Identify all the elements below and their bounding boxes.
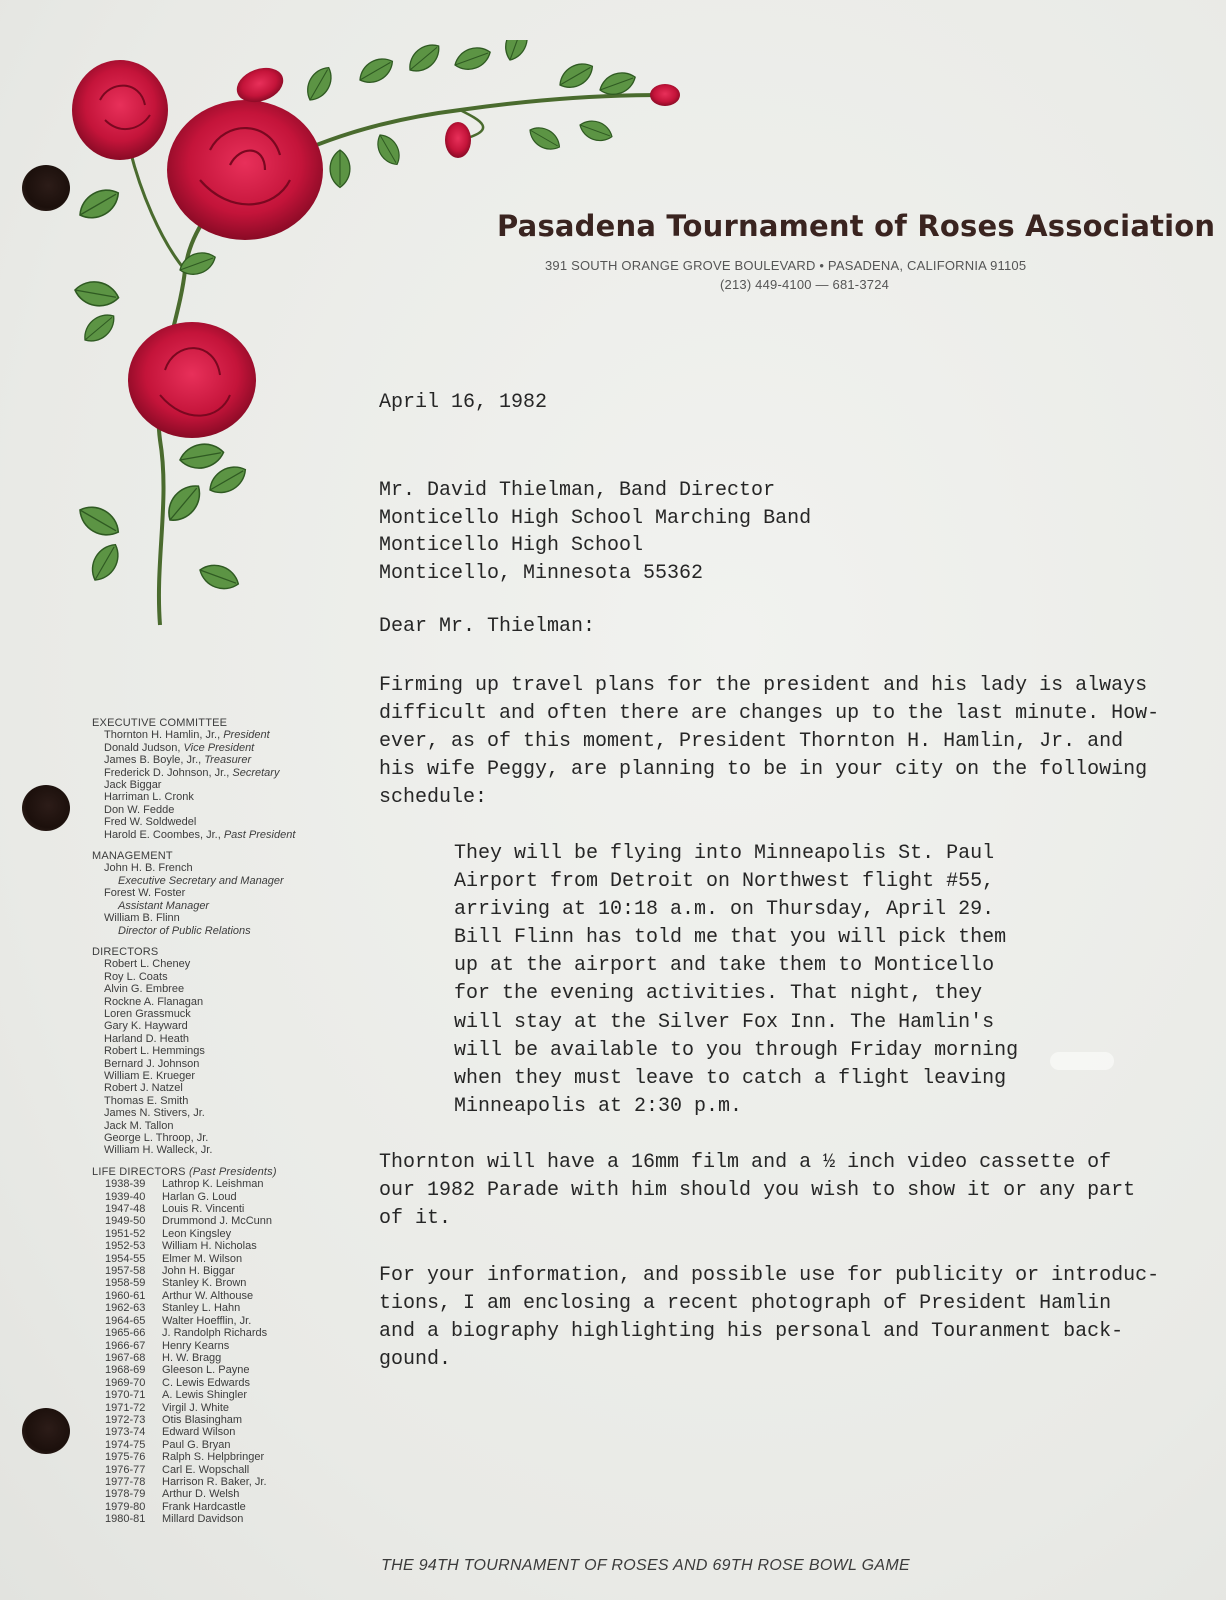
text-line: and a biography highlighting his personal and Touranment back- — [379, 1320, 1124, 1343]
organization-name: Pasadena Tournament of Roses Association — [497, 209, 1216, 243]
life-director — [92, 1464, 362, 1476]
term-years: 1938-39 — [105, 1178, 146, 1191]
director-name: Alvin G. Embree — [104, 983, 185, 996]
life-director-name: Arthur W. Althouse — [162, 1289, 254, 1302]
life-director-name: Virgil J. White — [162, 1401, 230, 1414]
life-director — [92, 1439, 362, 1451]
term-years: 1968-69 — [105, 1364, 146, 1377]
life-director — [92, 1352, 362, 1364]
term-years: 1958-59 — [105, 1277, 146, 1290]
member-title: Treasurer — [204, 754, 252, 767]
manager-title: Assistant Manager — [118, 899, 210, 912]
binder-hole-bottom — [22, 1408, 70, 1454]
director-name: Loren Grassmuck — [104, 1007, 191, 1020]
term-years: 1952-53 — [105, 1240, 146, 1253]
text-line: Bill Flinn has told me that you will pick them — [454, 926, 1007, 950]
term-years: 1974-75 — [105, 1438, 146, 1451]
life-director — [92, 1277, 362, 1289]
text-line: Thornton will have a 16mm film and a ½ inch video cassette of — [379, 1151, 1112, 1174]
life-director — [92, 1203, 362, 1215]
paragraph-enclosure — [379, 1262, 1159, 1374]
life-director — [92, 1327, 362, 1339]
text-line: Minneapolis at 2:30 p.m. — [454, 1094, 743, 1118]
life-director — [92, 1364, 362, 1376]
term-years: 1965-66 — [105, 1327, 146, 1340]
member-name: Frederick D. Johnson, Jr., — [104, 766, 230, 779]
member-name: James B. Boyle, Jr., — [104, 754, 202, 767]
life-director-name: Lathrop K. Leishman — [162, 1178, 264, 1191]
director-name: Robert L. Cheney — [104, 958, 191, 971]
manager-title: Executive Secretary and Manager — [118, 874, 284, 887]
life-director — [92, 1414, 362, 1426]
rose-large — [167, 100, 323, 240]
rose-top-left — [72, 60, 168, 160]
term-years: 1951-52 — [105, 1227, 146, 1240]
text-line: gound. — [379, 1348, 452, 1371]
term-years: 1970-71 — [105, 1389, 146, 1402]
committee-member — [92, 729, 362, 741]
life-director — [92, 1402, 362, 1414]
section-heading: DIRECTORS — [92, 945, 159, 958]
member-name: Harold E. Coombes, Jr., — [104, 828, 221, 841]
life-director-name: Drummond J. McCunn — [162, 1215, 273, 1228]
life-director-name: Gleeson L. Payne — [162, 1364, 250, 1377]
committee-member — [92, 816, 362, 828]
director-name: Harland D. Heath — [104, 1032, 189, 1045]
term-years: 1957-58 — [105, 1265, 146, 1278]
recipient-line: Mr. David Thielman, Band Director — [379, 479, 776, 502]
manager-title: Director of Public Relations — [118, 924, 251, 937]
recipient-address — [379, 477, 811, 587]
directors — [92, 946, 362, 1157]
director-name: Robert L. Hemmings — [104, 1045, 205, 1058]
director-name: Roy L. Coats — [104, 970, 168, 983]
term-years: 1969-70 — [105, 1376, 146, 1389]
life-director-name: A. Lewis Shingler — [162, 1389, 247, 1402]
life-director-name: John H. Biggar — [162, 1265, 235, 1278]
member-name: Donald Judson, — [104, 741, 181, 754]
term-years: 1962-63 — [105, 1302, 146, 1315]
term-years: 1980-81 — [105, 1513, 146, 1526]
officers-sidebar — [92, 717, 362, 1535]
text-line: Airport from Detroit on Northwest flight #55, — [454, 870, 995, 894]
text-line: our 1982 Parade with him should you wish to show it or any part — [379, 1179, 1136, 1202]
text-line: For your information, and possible use for publicity or introduc- — [379, 1264, 1160, 1287]
organization-phone: (213) 449-4100 — 681-3724 — [720, 277, 890, 292]
director-name: Gary K. Hayward — [104, 1020, 188, 1033]
director-name: Jack M. Tallon — [104, 1119, 174, 1132]
committee-member — [92, 779, 362, 791]
committee-member — [92, 829, 362, 841]
member-title: Past President — [223, 828, 296, 841]
member-name: Don W. Fedde — [104, 803, 175, 816]
life-director-name: Frank Hardcastle — [162, 1500, 246, 1513]
term-years: 1966-67 — [105, 1339, 146, 1352]
member-name: Jack Biggar — [104, 779, 162, 792]
life-director-name: J. Randolph Richards — [162, 1327, 268, 1340]
life-director — [92, 1501, 362, 1513]
director-name: George L. Throop, Jr. — [104, 1132, 209, 1144]
life-director — [92, 1178, 362, 1190]
committee-member — [92, 754, 362, 766]
term-years: 1972-73 — [105, 1413, 146, 1426]
life-director — [92, 1290, 362, 1302]
recipient-line: Monticello High School Marching Band — [379, 506, 812, 530]
text-line: up at the airport and take them to Monticello — [454, 954, 995, 978]
life-director-name: Arthur D. Welsh — [162, 1488, 240, 1501]
text-line: Firming up travel plans for the president and his lady is always — [379, 674, 1148, 697]
manager-name: John H. B. French — [104, 862, 193, 875]
committee-member — [92, 804, 362, 816]
life-director — [92, 1191, 362, 1203]
life-director-name: H. W. Bragg — [162, 1351, 222, 1364]
director-name: William E. Krueger — [104, 1069, 196, 1082]
term-years: 1964-65 — [105, 1314, 146, 1327]
text-line: of it. — [379, 1207, 452, 1230]
life-director — [92, 1315, 362, 1327]
term-years: 1954-55 — [105, 1252, 146, 1265]
section-heading: MANAGEMENT — [92, 850, 173, 863]
paragraph-schedule — [454, 840, 1018, 1121]
life-director — [92, 1228, 362, 1240]
director-name: William H. Walleck, Jr. — [104, 1144, 213, 1157]
letter-date: April 16, 1982 — [379, 391, 548, 414]
footer-tagline: THE 94TH TOURNAMENT OF ROSES AND 69TH ROSE BOWL GAME — [381, 1557, 910, 1574]
term-years: 1949-50 — [105, 1215, 146, 1228]
correction-mark — [1050, 1052, 1114, 1070]
life-director-name: Millard Davidson — [162, 1513, 244, 1526]
term-years: 1939-40 — [105, 1190, 146, 1203]
life-director — [92, 1488, 362, 1500]
life-director — [92, 1340, 362, 1352]
text-line: will stay at the Silver Fox Inn. The Hamlin's — [454, 1010, 995, 1034]
life-director-name: Edward Wilson — [162, 1426, 236, 1439]
life-directors-subheading: (Past Presidents) — [188, 1165, 277, 1178]
life-directors — [92, 1166, 362, 1526]
term-years: 1979-80 — [105, 1500, 146, 1513]
term-years: 1971-72 — [105, 1401, 146, 1414]
committee-member — [92, 742, 362, 754]
life-director — [92, 1253, 362, 1265]
life-director-name: Stanley K. Brown — [162, 1277, 247, 1290]
life-director-name: Harrison R. Baker, Jr. — [162, 1475, 267, 1488]
recipient-line: Monticello, Minnesota 55362 — [379, 561, 704, 585]
text-line: his wife Peggy, are planning to be in your city on the following — [379, 758, 1148, 781]
life-director-name: Elmer M. Wilson — [162, 1252, 243, 1265]
life-director-name: Leon Kingsley — [162, 1227, 232, 1240]
life-director-name: C. Lewis Edwards — [162, 1376, 251, 1389]
life-director-name: Carl E. Wopschall — [162, 1463, 250, 1476]
life-director — [92, 1302, 362, 1314]
life-directors-heading: LIFE DIRECTORS — [92, 1165, 186, 1178]
life-director-name: Ralph S. Helpbringer — [162, 1451, 265, 1464]
member-title: Secretary — [232, 766, 280, 779]
life-director — [92, 1377, 362, 1389]
life-director-name: Paul G. Bryan — [162, 1438, 231, 1451]
director-name: Bernard J. Johnson — [104, 1057, 200, 1070]
life-director — [92, 1215, 362, 1227]
life-director — [92, 1389, 362, 1401]
term-years: 1960-61 — [105, 1289, 146, 1302]
executive-committee — [92, 717, 362, 841]
text-line: for the evening activities. That night, they — [454, 982, 983, 1006]
life-director-name: Stanley L. Hahn — [162, 1302, 241, 1315]
committee-member — [92, 767, 362, 779]
life-director-name: Louis R. Vincenti — [162, 1203, 245, 1216]
text-line: ever, as of this moment, President Thornton H. Hamlin, Jr. and — [379, 730, 1124, 753]
life-director — [92, 1240, 362, 1252]
salutation: Dear Mr. Thielman: — [379, 615, 596, 638]
life-director-name: Harlan G. Loud — [162, 1190, 237, 1203]
life-director-name: Otis Blasingham — [162, 1413, 243, 1426]
member-name: Thornton H. Hamlin, Jr., — [104, 729, 221, 742]
manager-name: Forest W. Foster — [104, 887, 186, 900]
director-name: Thomas E. Smith — [104, 1094, 189, 1107]
life-director — [92, 1426, 362, 1438]
text-line: when they must leave to catch a flight leaving — [454, 1066, 1007, 1090]
term-years: 1967-68 — [105, 1351, 146, 1364]
recipient-line: Monticello High School — [379, 534, 644, 557]
management — [92, 850, 362, 937]
text-line: difficult and often there are changes up to the last minute. How- — [379, 702, 1160, 725]
life-director-name: Walter Hoefflin, Jr. — [162, 1314, 252, 1327]
term-years: 1977-78 — [105, 1475, 146, 1488]
organization-address: 391 SOUTH ORANGE GROVE BOULEVARD • PASADENA, CALIFORNIA 91105 — [545, 258, 1027, 273]
manager-name: William B. Flinn — [104, 912, 180, 925]
section-heading — [92, 1166, 362, 1178]
paragraph-travel-plans — [379, 672, 1159, 812]
life-director-name: Henry Kearns — [162, 1339, 230, 1352]
section-heading: EXECUTIVE COMMITTEE — [92, 717, 228, 729]
director-name: James N. Stivers, Jr. — [104, 1107, 205, 1120]
life-director-name: William H. Nicholas — [162, 1240, 257, 1253]
life-director — [92, 1476, 362, 1488]
rose-lower — [128, 322, 256, 438]
member-title: Vice President — [183, 741, 255, 754]
binder-hole-middle — [22, 785, 70, 831]
text-line: arriving at 10:18 a.m. on Thursday, April 29. — [454, 898, 995, 922]
term-years: 1978-79 — [105, 1488, 146, 1501]
life-director — [92, 1513, 362, 1525]
term-years: 1947-48 — [105, 1203, 146, 1216]
term-years: 1976-77 — [105, 1463, 146, 1476]
text-line: tions, I am enclosing a recent photograph of President Hamlin — [379, 1292, 1112, 1315]
committee-member — [92, 791, 362, 803]
text-line: will be available to you through Friday morning — [454, 1038, 1019, 1062]
term-years: 1975-76 — [105, 1451, 146, 1464]
life-director — [92, 1451, 362, 1463]
paragraph-film — [379, 1149, 1135, 1233]
term-years: 1973-74 — [105, 1426, 146, 1439]
member-title: President — [223, 729, 270, 742]
member-name: Fred W. Soldwedel — [104, 816, 197, 829]
director-name: Robert J. Natzel — [104, 1082, 183, 1095]
member-name: Harriman L. Cronk — [104, 791, 194, 804]
text-line: They will be flying into Minneapolis St. Paul — [454, 842, 995, 865]
life-director — [92, 1265, 362, 1277]
text-line: schedule: — [379, 786, 488, 809]
director-name: Rockne A. Flanagan — [104, 995, 204, 1008]
